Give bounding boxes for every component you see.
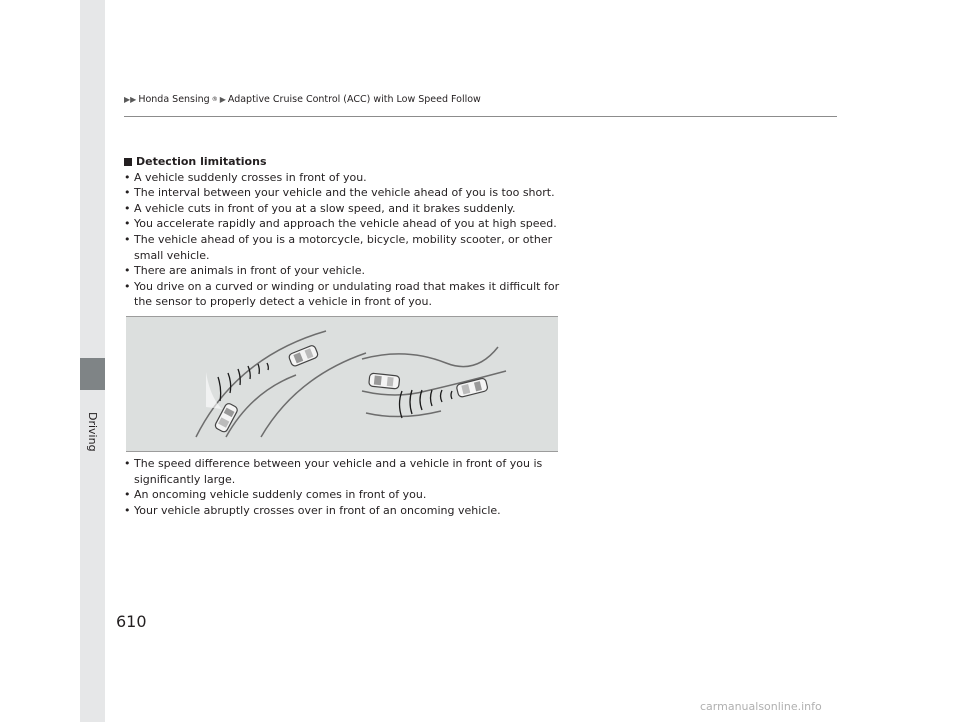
side-tab	[80, 0, 105, 722]
own-car-icon	[456, 378, 488, 398]
breadcrumb-arrow-icon: ▶▶	[124, 95, 137, 104]
breadcrumb-part1[interactable]: Honda Sensing	[138, 94, 210, 105]
breadcrumb-arrow-icon: ▶	[219, 95, 226, 104]
list-item: • The interval between your vehicle and the vehicle ahead of you is too short.	[124, 185, 564, 201]
limitations-list	[124, 170, 564, 310]
list-item: • A vehicle suddenly crosses in front of you.	[124, 170, 564, 186]
list-item: • An oncoming vehicle suddenly comes in front of you.	[124, 487, 564, 503]
side-tab-marker	[80, 358, 105, 390]
list-item: • You accelerate rapidly and approach the vehicle ahead of you at high speed.	[124, 216, 564, 232]
header-rule	[124, 116, 837, 117]
breadcrumb	[124, 94, 481, 105]
road-illustration-svg	[126, 317, 558, 451]
page-number: 610	[116, 612, 147, 631]
lead-car-icon	[288, 345, 319, 368]
breadcrumb-part2[interactable]: Adaptive Cruise Control (ACC) with Low Speed Follow	[227, 94, 481, 105]
breadcrumb-reg: ®	[211, 96, 218, 103]
section-content-continued	[124, 456, 564, 518]
watermark: carmanualsonline.info	[700, 700, 822, 713]
list-item: • Your vehicle abruptly crosses over in front of an oncoming vehicle.	[124, 503, 564, 519]
list-item: • The speed difference between your vehicle and a vehicle in front of you is significantly large.	[124, 456, 564, 487]
list-item: • You drive on a curved or winding or undulating road that makes it difficult for the sensor to properly detect a vehicle in front of you.	[124, 279, 564, 310]
section-content	[124, 154, 564, 310]
square-bullet-icon	[124, 158, 132, 166]
section-heading-text: Detection limitations	[136, 155, 267, 168]
section-heading	[124, 154, 564, 170]
limitations-list-continued	[124, 456, 564, 518]
list-item: • A vehicle cuts in front of you at a slow speed, and it brakes suddenly.	[124, 201, 564, 217]
list-item: • The vehicle ahead of you is a motorcycle, bicycle, mobility scooter, or other small vehicle.	[124, 232, 564, 263]
list-item: • There are animals in front of your vehicle.	[124, 263, 564, 279]
lead-car-icon	[369, 373, 400, 389]
side-label: Driving	[86, 412, 99, 452]
road-illustration	[126, 316, 558, 452]
